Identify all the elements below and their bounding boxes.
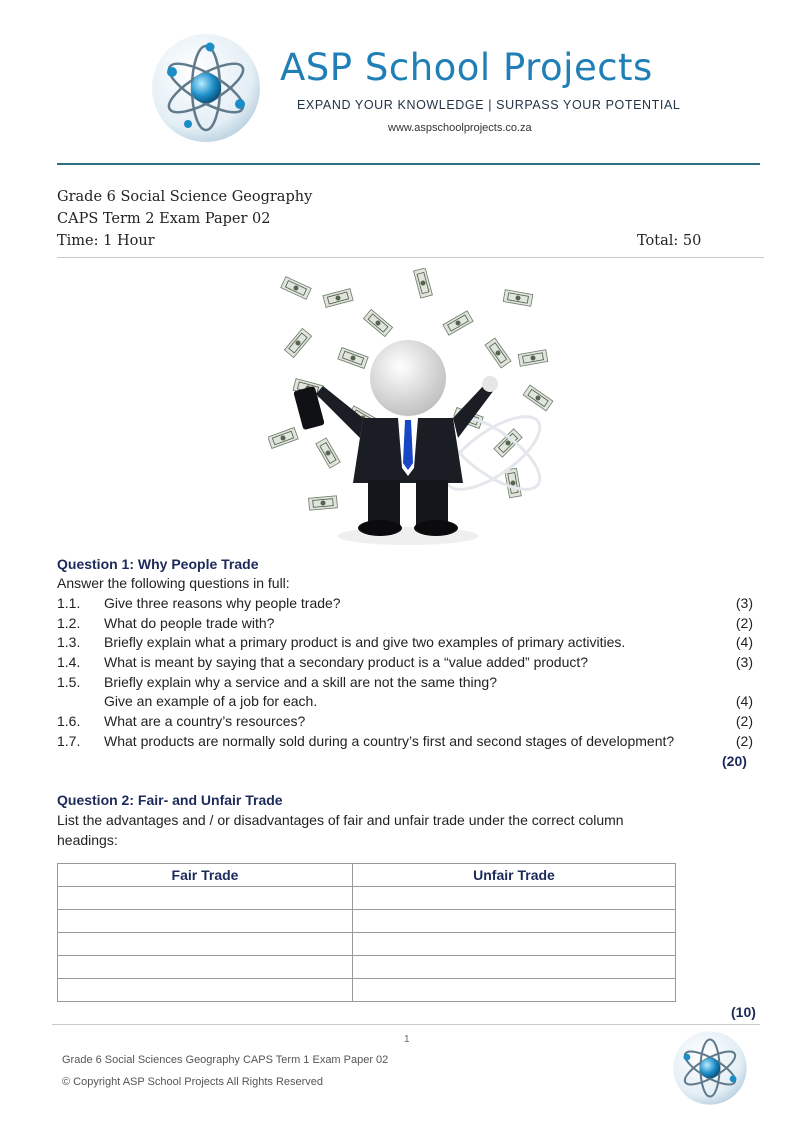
brand-tagline: EXPAND YOUR KNOWLEDGE | SURPASS YOUR POTENTIAL [297, 98, 681, 112]
unfair-trade-cell[interactable] [353, 887, 676, 910]
question-1-total: (20) [722, 753, 747, 769]
question-item [57, 712, 757, 732]
paper-time: Time: 1 Hour [57, 233, 155, 249]
question-1-title: Question 1: Why People Trade [57, 556, 259, 572]
question-text: Give three reasons why people trade? [104, 595, 341, 611]
question-2-title: Question 2: Fair- and Unfair Trade [57, 792, 283, 808]
fair-trade-cell[interactable] [58, 979, 353, 1002]
page-header [150, 30, 690, 150]
question-number: 1.6. [57, 713, 81, 730]
question-mark: (4) [735, 634, 753, 651]
fair-trade-cell[interactable] [58, 910, 353, 933]
question-1-instruction: Answer the following questions in full: [57, 575, 290, 591]
fair-trade-cell[interactable] [58, 956, 353, 979]
question-item [57, 692, 757, 712]
trade-table [57, 863, 676, 1002]
column-header-unfair-trade: Unfair Trade [353, 864, 676, 887]
question-text: What do people trade with? [104, 614, 275, 631]
question-mark: (2) [735, 732, 753, 749]
table-row [58, 910, 676, 933]
question-number: 1.4. [57, 654, 81, 671]
question-text: What products are normally sold during a country’s first and second stages of development? [104, 732, 675, 749]
fair-trade-cell[interactable] [58, 933, 353, 956]
question-item [57, 732, 757, 752]
question-text: Briefly explain why a service and a skill are not the same thing? [104, 673, 497, 690]
table-row [58, 933, 676, 956]
paper-title: CAPS Term 2 Exam Paper 02 [57, 211, 271, 227]
question-mark: (3) [735, 654, 753, 671]
table-row [58, 887, 676, 910]
question-number: 1.1. [57, 595, 81, 611]
fair-trade-cell[interactable] [58, 887, 353, 910]
unfair-trade-cell[interactable] [353, 910, 676, 933]
brand-url: www.aspschoolprojects.co.za [388, 122, 532, 134]
question-2-total: (10) [731, 1004, 756, 1020]
atom-logo-icon [150, 32, 262, 144]
question-2-instruction-line1: List the advantages and / or disadvantages of fair and unfair trade under the correct column [57, 812, 624, 828]
question-number: 1.2. [57, 614, 81, 631]
question-2-instruction-line2: headings: [57, 832, 118, 848]
question-1-list [57, 594, 757, 752]
question-text: What are a country’s resources? [104, 713, 306, 730]
unfair-trade-cell[interactable] [353, 979, 676, 1002]
question-mark: (4) [735, 693, 753, 710]
question-mark: (2) [735, 713, 753, 730]
question-item [57, 594, 757, 614]
question-text: Briefly explain what a primary product is and give two examples of primary activities. [104, 634, 626, 651]
paper-subject: Grade 6 Social Science Geography [57, 189, 313, 205]
question-item [57, 633, 757, 653]
table-row [58, 979, 676, 1002]
paper-total: Total: 50 [637, 233, 702, 249]
unfair-trade-cell[interactable] [353, 933, 676, 956]
question-item [57, 653, 757, 673]
unfair-trade-cell[interactable] [353, 956, 676, 979]
footer-copyright: © Copyright ASP School Projects All Rights Reserved [62, 1076, 324, 1088]
footer-divider [52, 1024, 760, 1025]
question-text: What is meant by saying that a secondary product is a “value added” product? [104, 654, 589, 671]
question-mark: (3) [735, 595, 753, 611]
money-businessman-illustration [268, 268, 568, 553]
question-number: 1.7. [57, 732, 81, 749]
header-divider [57, 163, 760, 165]
atom-footer-logo-icon [672, 1030, 748, 1106]
table-row [58, 956, 676, 979]
paper-info [57, 186, 764, 252]
question-mark: (2) [735, 614, 753, 631]
question-number: 1.5. [57, 673, 81, 690]
table-header-row [58, 864, 676, 887]
brand-title: ASP School Projects [280, 46, 653, 89]
column-header-fair-trade: Fair Trade [58, 864, 353, 887]
page-number: 1 [404, 1034, 410, 1045]
info-divider [57, 257, 764, 258]
question-item [57, 614, 757, 634]
footer-paper-title: Grade 6 Social Sciences Geography CAPS Term 1 Exam Paper 02 [62, 1054, 389, 1066]
question-item [57, 673, 757, 693]
question-number: 1.3. [57, 634, 81, 651]
question-text: Give an example of a job for each. [104, 693, 318, 710]
